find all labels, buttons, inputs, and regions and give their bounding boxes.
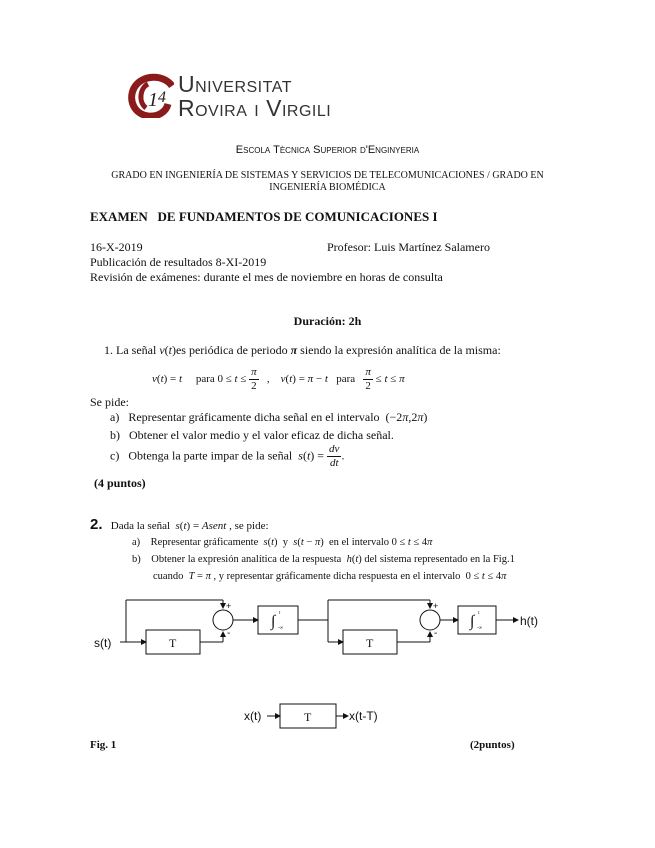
svg-text:t: t xyxy=(478,611,480,616)
q1-number: 1. xyxy=(104,343,113,357)
q2-a-mid: y xyxy=(282,537,289,548)
exam-review: Revisión de exámenes: durante el mes de noviembre en horas de consulta xyxy=(90,270,443,284)
q2-a-label: a) xyxy=(132,537,141,548)
q1-intro-b: es periódica de periodo xyxy=(175,343,288,357)
svg-text:-∞: -∞ xyxy=(477,626,483,631)
q1-intro-c: siendo la expresión analítica de la misma: xyxy=(300,343,501,357)
q2-b-line2b: , y representar gráficamente dicha respuesta en el intervalo xyxy=(213,571,461,582)
block-diagram xyxy=(80,592,560,662)
degree-line1: GRADO EN INGENIERÍA DE SISTEMAS Y SERVICIOS DE TELECOMUNICACIONES / GRADO EN xyxy=(111,170,544,181)
svg-text:t: t xyxy=(279,611,281,616)
delay-legend xyxy=(240,702,400,730)
exam-title: EXAMEN DE FUNDAMENTOS DE COMUNICACIONES I xyxy=(90,209,438,224)
degree xyxy=(60,170,595,194)
q1-b-text: Obtener el valor medio y el valor eficaz de dicha señal. xyxy=(129,428,394,442)
plus-sign-2: + xyxy=(433,601,439,611)
input-label: s(t) xyxy=(94,636,112,650)
plus-sign-1: + xyxy=(226,601,232,611)
summing-junction-1 xyxy=(213,610,233,630)
exam-duration: Duración: 2h xyxy=(293,314,362,328)
delay-label-1: T xyxy=(169,636,177,650)
delay-label-2: T xyxy=(366,636,374,650)
q2-b-line2a: cuando xyxy=(153,571,184,582)
exam-results: Publicación de resultados 8-XI-2019 xyxy=(90,255,267,269)
q1-intro-a: La señal xyxy=(116,343,157,357)
degree-line2: INGENIERÍA BIOMÉDICA xyxy=(269,182,386,193)
q2-intro-end: , se pide: xyxy=(229,520,269,532)
legend-delay-label: T xyxy=(304,710,312,724)
q1-pi: π xyxy=(290,343,298,357)
q1-c-label: c) xyxy=(110,448,120,463)
q1-points: (4 puntos) xyxy=(94,476,146,490)
svg-text:4: 4 xyxy=(158,89,166,106)
output-label: h(t) xyxy=(520,614,538,628)
minus-sign-1: - xyxy=(227,628,231,639)
q2-a-end: en el intervalo xyxy=(328,537,390,548)
legend-output: x(t-T) xyxy=(349,709,378,723)
integral-icon-2 xyxy=(469,611,483,631)
svg-text:∫: ∫ xyxy=(470,613,475,630)
q2-intro: Dada la señal xyxy=(110,520,171,532)
q2-item-b-line2: cuando T = π , y representar gráficamente dicha respuesta en el intervalo 0 ≤ t ≤ 4π xyxy=(153,571,507,582)
q1-se-pide: Se pide: xyxy=(90,395,129,409)
university-logo xyxy=(128,70,174,118)
integral-icon-1 xyxy=(270,611,284,631)
q2-statement: 2. Dada la señal s(t) = Asent , se pide: xyxy=(90,516,269,533)
legend-input: x(t) xyxy=(244,709,262,723)
q1-item-c: c) Obtenga la parte impar de la señal s(t) = $\frac{dv}{dt}$ . xyxy=(110,443,345,469)
school-name: Escola Tècnica Superior d'Enginyeria xyxy=(235,144,420,156)
q2-a-text: Representar gráficamente xyxy=(150,537,259,548)
exam-date: 16-X-2019 xyxy=(90,240,143,254)
figure-label: Fig. 1 xyxy=(90,739,117,751)
svg-text:∫: ∫ xyxy=(271,613,276,630)
q2-item-a: a) Representar gráficamente s(t) y s(t − π) en el intervalo 0 ≤ t ≤ 4π xyxy=(132,537,433,548)
q1-signal-v: v xyxy=(159,343,165,357)
minus-sign-2: - xyxy=(434,628,438,639)
university-name-line2: Rovira i Virgili xyxy=(178,95,332,121)
q2-number: 2. xyxy=(90,516,103,533)
q1-formula: v(t) = t para 0 ≤ t ≤ $\frac{\pi}{2}$ , v(t) = π − t para $\frac{\pi}{2}$ ≤ t ≤ π xyxy=(152,366,405,392)
svg-text:-∞: -∞ xyxy=(278,626,284,631)
exam-professor: Profesor: Luis Martínez Salamero xyxy=(327,240,490,254)
q1-item-b xyxy=(110,428,394,443)
q2-b-label: b) xyxy=(132,554,141,565)
q1-item-a: a) Representar gráficamente dicha señal en el intervalo (−2π,2π) xyxy=(110,410,428,424)
svg-text:1: 1 xyxy=(148,89,158,111)
summing-junction-2 xyxy=(420,610,440,630)
q2-points: (2puntos) xyxy=(470,739,515,751)
q2-b-text: Obtener la expresión analítica de la respuesta xyxy=(151,554,342,565)
q1-c-text: Obtenga la parte impar de la señal xyxy=(128,448,293,463)
q2-b-end: del sistema representado en la Fig.1 xyxy=(364,554,515,565)
q2-item-b: b) Obtener la expresión analítica de la respuesta h(t) del sistema representado en la Fig.1 xyxy=(132,554,515,565)
q1-a-text: Representar gráficamente dicha señal en el intervalo xyxy=(128,410,380,424)
q1-a-label: a) xyxy=(110,410,120,424)
university-name-line1: Universitat xyxy=(178,71,292,97)
q1-statement: 1. La señal v(t)es periódica de periodo π siendo la expresión analítica de la misma: xyxy=(104,343,501,357)
q1-b-label: b) xyxy=(110,428,120,442)
